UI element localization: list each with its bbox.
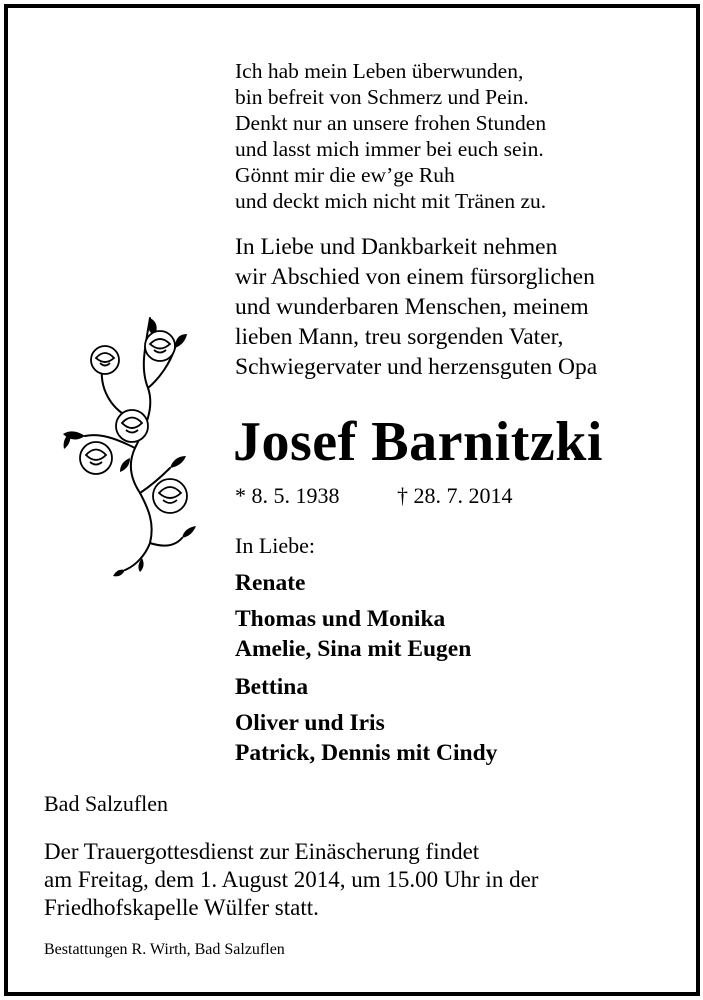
poem-line: Gönnt mir die ew’ge Ruh — [235, 163, 455, 187]
service-line: am Freitag, dem 1. August 2014, um 15.00 Uhr in der — [44, 867, 539, 892]
intro-line: und wunderbaren Menschen, meinem — [235, 294, 589, 320]
service-line: Friedhofskapelle Wülfer statt. — [44, 895, 319, 920]
intro-line: wir Abschied von einem fürsorglichen — [235, 264, 595, 290]
deceased-name: Josef Barnitzki — [233, 411, 603, 473]
family-member: Oliver und Iris — [235, 710, 385, 736]
death-date: † 28. 7. 2014 — [397, 483, 513, 508]
birth-date: * 8. 5. 1938 — [235, 483, 340, 508]
poem-line: Denkt nur an unsere frohen Stunden — [235, 111, 547, 135]
poem-line: Ich hab mein Leben überwunden, — [235, 59, 524, 83]
intro-text — [235, 232, 597, 382]
intro-line: In Liebe und Dankbarkeit nehmen — [235, 234, 558, 260]
family-member: Amelie, Sina mit Eugen — [235, 636, 472, 662]
intro-line: lieben Mann, treu sorgenden Vater, — [235, 324, 564, 350]
poem-line: und deckt mich nicht mit Tränen zu. — [235, 189, 547, 213]
family-member: Renate — [235, 570, 306, 596]
service-notice — [44, 838, 538, 922]
family-heading: In Liebe: — [235, 533, 316, 558]
life-dates — [235, 482, 513, 510]
service-line: Der Trauergottesdienst zur Einäscherung findet — [44, 839, 480, 864]
poem-line: und lasst mich immer bei euch sein. — [235, 137, 544, 161]
undertaker-credit: Bestattungen R. Wirth, Bad Salzuflen — [44, 941, 285, 958]
family-member: Patrick, Dennis mit Cindy — [235, 740, 498, 766]
rose-branch-icon — [30, 308, 230, 578]
family-member: Thomas und Monika — [235, 606, 446, 632]
place-name: Bad Salzuflen — [44, 791, 169, 816]
family-member: Bettina — [235, 674, 309, 700]
poem-line: bin befreit von Schmerz und Pein. — [235, 85, 529, 109]
poem — [235, 58, 546, 214]
intro-line: Schwiegervater und herzensguten Opa — [235, 354, 598, 380]
